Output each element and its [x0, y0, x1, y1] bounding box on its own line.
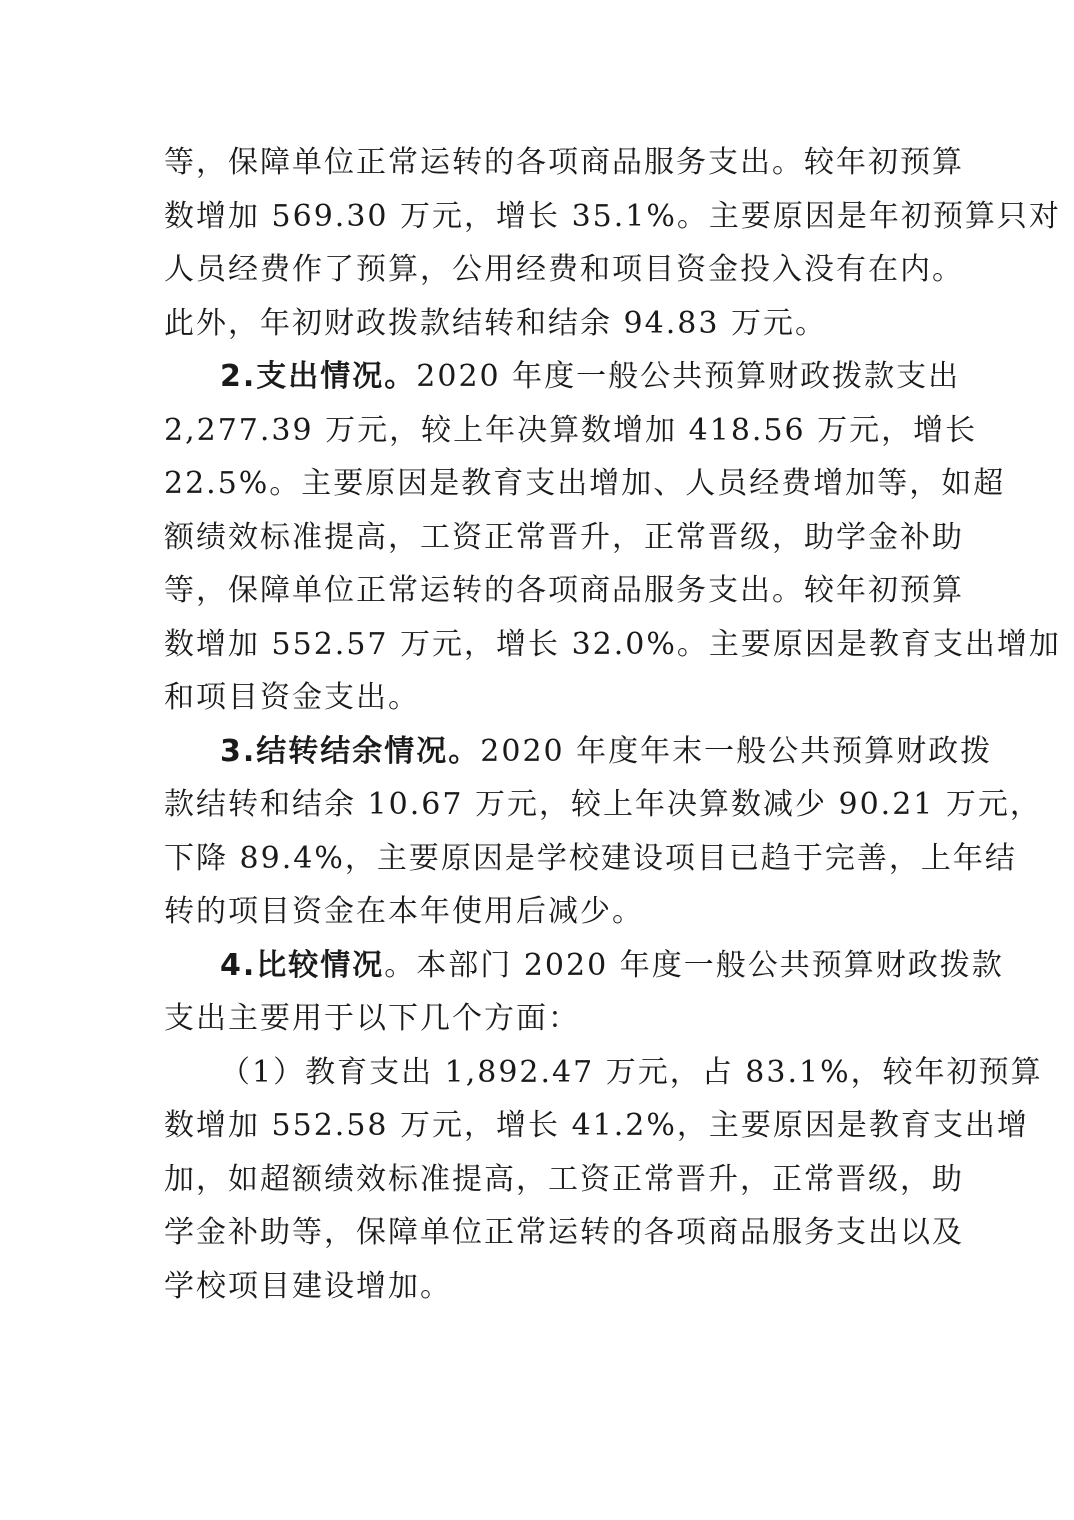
paragraph-expenditure — [164, 350, 1061, 725]
text-line: 加，如超额绩效标准提高，工资正常晋升，正常晋级，助 — [164, 1161, 964, 1197]
text-fragment: 2020 年度一般公共预算财政拨款支出 — [416, 359, 961, 394]
section-heading-carryover: 3.结转结余情况。 — [220, 733, 481, 769]
text-line: 人员经费作了预算，公用经费和项目资金投入没有在内。 — [164, 252, 964, 287]
document-page — [164, 136, 1061, 1313]
text-line: 数增加 552.58 万元，增长 41.2%，主要原因是教育支出增 — [164, 1108, 1029, 1143]
text-line: 数增加 569.30 万元，增长 35.1%。主要原因是年初预算只对 — [164, 198, 1061, 234]
text-line: 数增加 552.57 万元，增长 32.0%。主要原因是教育支出增加 — [164, 626, 1061, 662]
section-heading-comparison: 4.比较情况 — [220, 947, 385, 983]
text-line: 等，保障单位正常运转的各项商品服务支出。较年初预算 — [164, 573, 964, 608]
text-line: 款结转和结余 10.67 万元，较上年决算数减少 90.21 万元， — [164, 787, 1042, 822]
text-line: 下降 89.4%，主要原因是学校建设项目已趋于完善，上年结 — [164, 840, 1017, 876]
text-fragment: 。本部门 2020 年度一般公共预算财政拨款 — [384, 947, 1004, 983]
paragraph-comparison — [164, 939, 1004, 1046]
text-line — [164, 939, 1004, 993]
paragraph-carryover — [164, 725, 1042, 939]
text-line: 学校项目建设增加。 — [164, 1268, 452, 1304]
text-line — [164, 725, 993, 779]
paragraph-budget-comparison — [164, 136, 1061, 350]
text-fragment: 2020 年度年末一般公共预算财政拨 — [480, 733, 993, 769]
text-line: 转的项目资金在本年使用后减少。 — [164, 894, 644, 929]
paragraph-education-expenditure — [164, 1046, 1043, 1314]
text-line: 等，保障单位正常运转的各项商品服务支出。较年初预算 — [164, 145, 964, 180]
text-line — [164, 350, 961, 404]
text-line: 支出主要用于以下几个方面： — [164, 1001, 580, 1036]
text-line: （1）教育支出 1,892.47 万元，占 83.1%，较年初预算 — [220, 1054, 1043, 1090]
text-line: 额绩效标准提高，工资正常晋升，正常晋级，助学金补助 — [164, 519, 964, 555]
text-line: 此外，年初财政拨款结转和结余 94.83 万元。 — [164, 305, 827, 341]
text-line: 和项目资金支出。 — [164, 680, 420, 715]
text-line: 学金补助等，保障单位正常运转的各项商品服务支出以及 — [164, 1215, 964, 1250]
text-line: 2,277.39 万元，较上年决算数增加 418.56 万元，增长 — [164, 412, 978, 448]
section-heading-expenditure: 2.支出情况。 — [220, 359, 417, 394]
text-line: 22.5%。主要原因是教育支出增加、人员经费增加等，如超 — [164, 466, 1006, 501]
